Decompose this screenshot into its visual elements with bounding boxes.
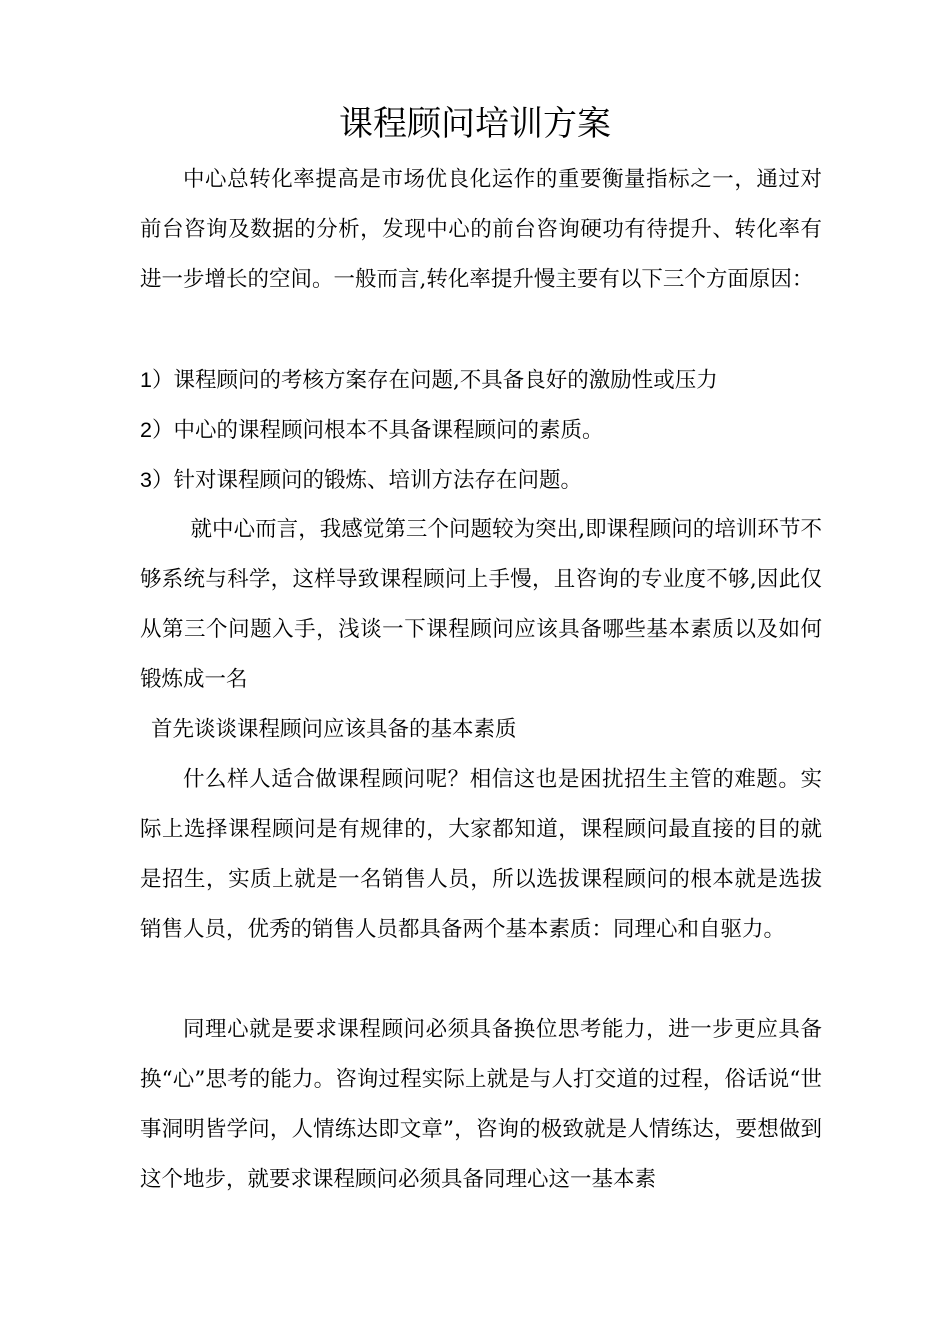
reason-number-2: 2	[140, 418, 152, 442]
document-title: 课程顾问培训方案	[339, 104, 611, 144]
reason-number-3: 3	[140, 468, 152, 492]
focus-paragraph: 就中心而言，我感觉第三个问题较为突出,即课程顾问的培训环节不够系统与科学，这样导致课程顾问上手慢，且咨询的专业度不够,因此仅从第三个问题入手，浅谈一下课程顾问应该具备哪些基本素质以及如何锻炼成一名	[140, 517, 822, 692]
reason-text-1: ）课程顾问的考核方案存在问题,不具备良好的激励性或压力	[151, 368, 718, 393]
reason-item-3	[140, 455, 822, 506]
reason-text-2: ）中心的课程顾问根本不具备课程顾问的素质。	[151, 418, 604, 443]
empathy-paragraph: 同理心就是要求课程顾问必须具备换位思考能力，进一步更应具备换“心”思考的能力。咨询过程实际上就是与人打交道的过程，俗话说“世事洞明皆学问，人情练达即文章”，咨询的极致就是人情练达，要想做到这个地步，就要求课程顾问必须具备同理心这一基本素	[140, 1017, 822, 1192]
intro-paragraph: 中心总转化率提高是市场优良化运作的重要衡量指标之一，通过对前台咨询及数据的分析，发现中心的前台咨询硬功有待提升、转化率有进一步增长的空间。一般而言,转化率提升慢主要有以下三个方面原因：	[140, 167, 822, 292]
reason-text-3: ）针对课程顾问的锻炼、培训方法存在问题。	[151, 468, 582, 493]
section-heading: 首先谈谈课程顾问应该具备的基本素质	[151, 717, 517, 742]
reason-number-1: 1	[140, 368, 152, 392]
qualities-paragraph: 什么样人适合做课程顾问呢？相信这也是困扰招生主管的难题。实际上选择课程顾问是有规律的，大家都知道，课程顾问最直接的目的就是招生，实质上就是一名销售人员，所以选拔课程顾问的根本就是选拔销售人员，优秀的销售人员都具备两个基本素质：同理心和自驱力。	[140, 767, 822, 942]
reason-item-2	[140, 405, 822, 456]
reason-item-1	[140, 355, 822, 406]
